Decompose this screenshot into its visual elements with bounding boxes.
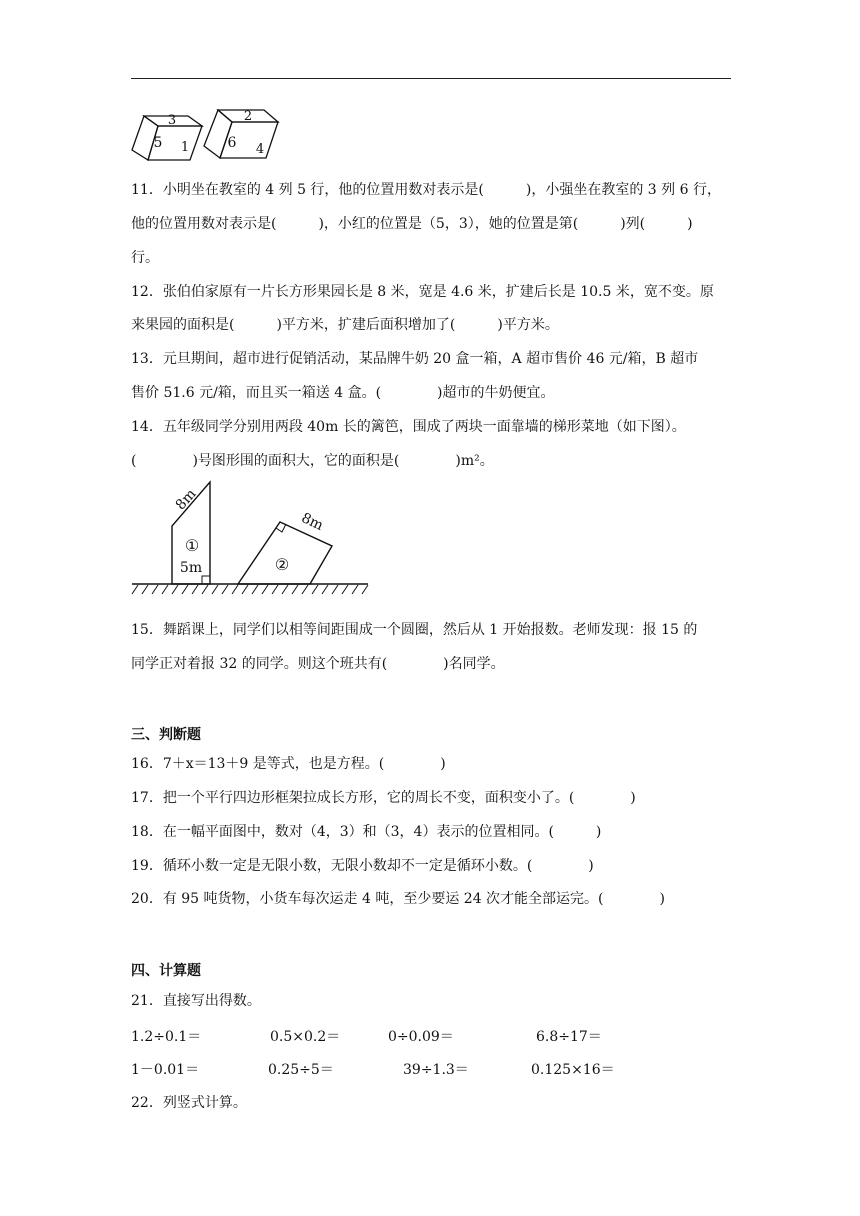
trapezoid-two-slant-label: 8m: [298, 510, 326, 534]
calc-r1c3: 0÷0.09＝: [388, 1029, 454, 1045]
q11-line1: 11．小明坐在教室的 4 列 5 行，他的位置用数对表示是( )，小强坐在教室的 3 列 6 行，: [131, 182, 721, 198]
q22-line: 22．列竖式计算。: [131, 1095, 247, 1111]
q11-line3: 行。: [131, 250, 159, 266]
calc-r1c2: 0.5×0.2＝: [270, 1029, 341, 1045]
calc-r2c2: 0.25÷5＝: [268, 1062, 334, 1078]
q20-line: 20．有 95 吨货物，小货车每次运走 4 吨，至少要运 24 次才能全部运完。( ): [131, 891, 665, 907]
q21-line: 21．直接写出得数。: [131, 993, 261, 1009]
die-one-top: 3: [167, 113, 177, 128]
q14-line2: ( )号图形围的面积大，它的面积是( )m²。: [131, 453, 494, 469]
die-two-front: 6: [227, 135, 237, 151]
section4-title: 四、计算题: [131, 963, 201, 979]
q11-line2: 他的位置用数对表示是( )，小红的位置是（5，3），她的位置是第( )列( ): [131, 216, 693, 232]
q13-line2: 售价 51.6 元/箱，而且买一箱送 4 盒。( )超市的牛奶便宜。: [131, 385, 555, 401]
q12-line1: 12．张伯伯家原有一片长方形果园长是 8 米，宽是 4.6 米，扩建后长是 10.5 米，宽不变。原: [131, 284, 714, 300]
q12-line2: 来果园的面积是( )平方米，扩建后面积增加了( )平方米。: [131, 317, 559, 333]
trapezoid-one-height-label: 5m: [179, 560, 203, 576]
calc-r1c1: 1.2÷0.1＝: [131, 1029, 202, 1045]
calc-r2c3: 39÷1.3＝: [403, 1062, 469, 1078]
q15-line2: 同学正对着报 32 的同学。则这个班共有( )名同学。: [131, 656, 505, 672]
calc-r2c1: 1－0.01＝: [131, 1062, 200, 1078]
q15-line1: 15．舞蹈课上，同学们以相等间距围成一个圆圈，然后从 1 开始报数。老师发现：报 15 的: [131, 622, 698, 638]
ground-hatching: [132, 585, 368, 594]
q13-line1: 13．元旦期间，超市进行促销活动，某品牌牛奶 20 盒一箱，A 超市售价 46 元/箱，B 超市: [131, 351, 699, 367]
die-two: [204, 110, 278, 158]
q14-line1: 14．五年级同学分别用两段 40m 长的篱笆，围成了两块一面靠墙的梯形菜地（如下图）。: [131, 419, 686, 435]
die-two-side: 4: [255, 142, 265, 157]
q18-line: 18．在一幅平面图中，数对（4，3）和（3，4）表示的位置相同。( ): [131, 824, 602, 840]
trapezoid-one-number: ①: [184, 536, 200, 555]
calc-r1c4: 6.8÷17＝: [536, 1029, 602, 1045]
die-one-side: 1: [180, 140, 190, 155]
q16-line: 16．7＋x＝13＋9 是等式，也是方程。( ): [131, 756, 446, 772]
q19-line: 19．循环小数一定是无限小数，无限小数却不一定是循环小数。( ): [131, 858, 594, 874]
die-one-front: 5: [153, 135, 163, 151]
trapezoid-one-slant-label: 8m: [172, 486, 200, 514]
trapezoid-figure: [128, 478, 378, 606]
calc-r2c4: 0.125×16＝: [531, 1062, 615, 1078]
trapezoid-two-number: ②: [274, 555, 290, 574]
die-two-top: 2: [243, 109, 253, 124]
header-rule: [131, 78, 731, 79]
q17-line: 17．把一个平行四边形框架拉成长方形，它的周长不变，面积变小了。( ): [131, 790, 636, 806]
dice-figure: [128, 102, 288, 166]
section3-title: 三、判断题: [131, 727, 201, 743]
